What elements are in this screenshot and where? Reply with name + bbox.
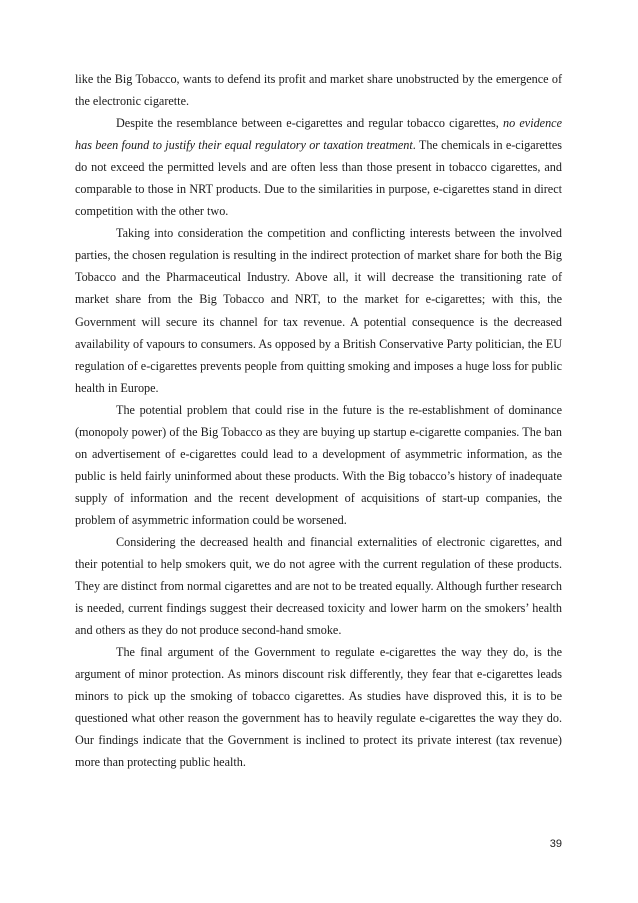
paragraph-minor-protection: The final argument of the Government to regulate e-cigarettes the way they do, is the argument of minor protection. As minors discount risk differently, they fear that e-cigarettes leads minors to pick up the smoking of tobacco cigarettes. As studies have disproved this, it is to be questioned what other reason the government has to heavily regulate e-cigarettes the way they do. Our findings indicate that the Government is inclined to protect its private interest (tax revenue) more than protecting public health. bbox=[75, 645, 562, 770]
body-text bbox=[75, 68, 562, 774]
page-number: 39 bbox=[549, 838, 562, 850]
paragraph-text: . The chemicals in e-cigarettes do not exceed the permitted levels and are often less than those present in tobacco cigarettes, and comparable to those in NRT products. Due to the similarities in purpose, e-cigarettes stand in direct competition with the other two. bbox=[75, 138, 562, 219]
paragraph-competition: Taking into consideration the competition and conflicting interests between the involved parties, the chosen regulation is resulting in the indirect protection of market share for both the Big Tobacco and the Pharmaceutical Industry. Above all, it will decrease the transitioning rate of market share from the Big Tobacco and NRT, to the market for e-cigarettes; with this, the Government will secure its channel for tax revenue. A potential consequence is the decreased availability of vapours to consumers. As opposed by a British Conservative Party politician, the EU regulation of e-cigarettes prevents people from quitting smoking and imposes a huge loss for public health in Europe. bbox=[75, 226, 562, 395]
paragraph-continuation: like the Big Tobacco, wants to defend its profit and market share unobstructed by the emergence of the electronic cigarette. bbox=[75, 72, 562, 109]
emphasized-text: no evidence has been found to justify their equal regulatory or taxation treatment bbox=[75, 116, 562, 153]
paragraph-regulatory-treatment bbox=[75, 112, 562, 222]
paragraph-text: Despite the resemblance between e-cigarettes and regular tobacco cigarettes, bbox=[116, 116, 504, 131]
paragraph-monopoly: The potential problem that could rise in the future is the re-establishment of dominance (monopoly power) of the Big Tobacco as they are buying up startup e-cigarette companies. The ban on advertisement of e-cigarettes could lead to a development of asymmetric information, as the public is held fairly uninformed about these products. With the Big tobacco’s history of inadequate supply of information and the recent development of acquisitions of start-up companies, the problem of asymmetric information could be worsened. bbox=[75, 402, 562, 527]
paragraph-health-externalities: Considering the decreased health and financial externalities of electronic cigarettes, and their potential to help smokers quit, we do not agree with the current regulation of these products. They are distinct from normal cigarettes and are not to be treated equally. Although further research is needed, current findings suggest their decreased toxicity and lower harm on the smokers’ health and others as they do not produce second-hand smoke. bbox=[75, 534, 562, 638]
